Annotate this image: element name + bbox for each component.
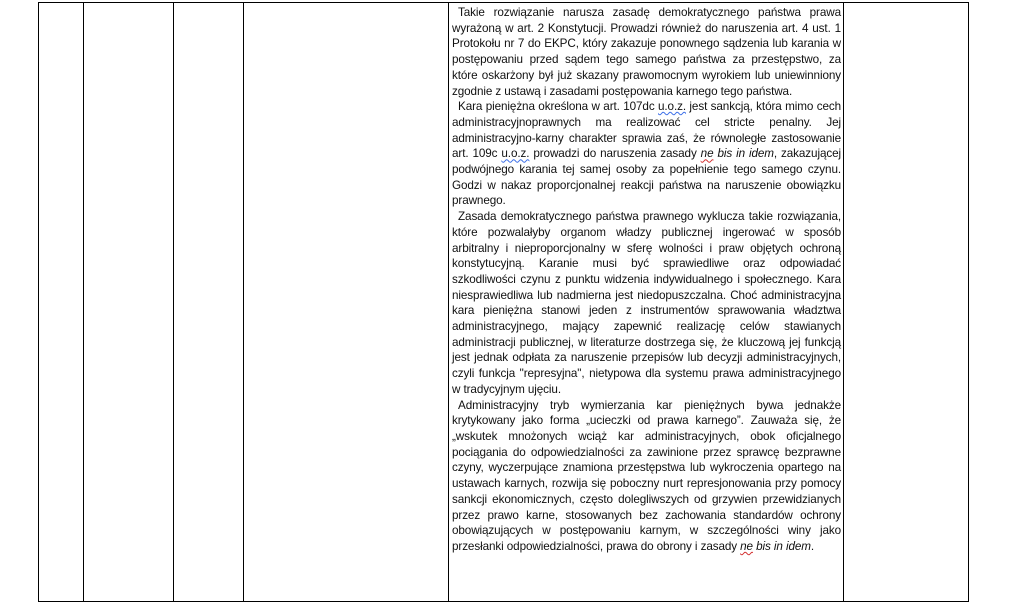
latin-term-bis-in-idem: bis in idem (752, 539, 811, 553)
paragraph-2-text-c: prowadzi do naruszenia zasady (529, 147, 701, 161)
paragraph-1-text: Takie rozwiązanie narusza zasadę demokratycznego państwa prawa wyrażoną w art. 2 Konstytucji. Prowadzi również do naruszenia art. 4 ust. 1 Protokołu nr 7 do EKPC, który zakazuje ponownego sądzenia lub karania w postępowaniu przed sądem tego samego państwa za przestępstwo, za które oskarżony był już skazany prawomocnym wyrokiem lub uniewinniony zgodnie z ustawą i zasadami postępowania karnego tego państwa. (452, 6, 841, 98)
latin-term-ne: ne (700, 147, 714, 161)
table-row (39, 3, 969, 602)
empty-cell-1 (39, 3, 84, 602)
content-cell (449, 3, 844, 602)
paragraph-3 (452, 209, 841, 397)
empty-cell-4 (244, 3, 449, 602)
abbreviation-uoz: u.o.z. (501, 147, 530, 161)
latin-term-bis-in-idem: bis in idem (713, 147, 774, 161)
empty-cell-2 (84, 3, 174, 602)
paragraph-3-text: Zasada demokratycznego państwa prawnego wyklucza takie rozwiązania, które pozwalałyby organom władzy publicznej ingerować w sposób arbitralny i nieproporcjonalny w sferę wolności i praw objętych ochroną konstytucyjną. Karanie musi być sprawiedliwe oraz odpowiadać szkodliwości czynu z punktu widzenia indywidualnego i społecznego. Kara niesprawiedliwa lub nadmierna jest niedopuszczalna. Choć administracyjna kara pieniężna stanowi jeden z instrumentów sprawowania władztwa administracyjnego, mający zapewnić realizację celów stawianych administracji publicznej, w literaturze dostrzega się, że kluczową jej funkcją jest jednak odpłata za naruszenie przepisów lub decyzji administracyjnych, czyli funkcja "represyjna", nietypowa dla systemu prawa administracyjnego w tradycyjnym ujęciu. (452, 210, 841, 396)
paragraph-2-text-a: Kara pieniężna określona w art. 107dc (458, 100, 658, 114)
paragraph-4-text-b: . (810, 539, 815, 553)
latin-term-ne: ne (740, 539, 753, 553)
paragraph-2-text-b: jest sankcją, która mimo cech administracyjnoprawnych ma realizować cel stricte penalny. Jej administracyjno-karny charakter sprawia zaś, że równoległe zastosowanie art. 109c (452, 100, 841, 161)
paragraph-2 (452, 99, 841, 209)
empty-cell-6 (844, 3, 969, 602)
empty-cell-3 (174, 3, 244, 602)
paragraph-4 (452, 398, 841, 555)
paragraph-4-text-a: Administracyjny tryb wymierzania kar pieniężnych bywa jednakże krytykowany jako forma „ucieczki od prawa karnego”. Zauważa się, że „wskutek mnożonych wciąż kar administracyjnych, obok oficjalnego pociągania do odpowiedzialności za zawinione przez sprawcę bezprawne czyny, wyczerpujące znamiona przestępstwa lub wykroczenia opartego na ustawach karnych, rozwija się poboczny nurt represjonowania przy pomocy sankcji ekonomicznych, często dolegliwszych od grzywien przewidzianych przez prawo karne, stosowanych bez zachowania standardów ochrony obowiązujących w postępowaniu karnym, w szczególności winy jako przesłanki odpowiedzialności, prawa do obrony i zasady (452, 398, 841, 553)
paragraph-1 (452, 5, 841, 99)
paragraph-2-text-d: , zakazującej podwójnego karania tej samej osoby za popełnienie tego samego czynu. Godzi w nakaz proporcjonalnej reakcji państwa na naruszenie obowiązku prawnego. (452, 147, 841, 208)
document-table (38, 2, 969, 602)
abbreviation-uoz: u.o.z. (658, 100, 686, 114)
